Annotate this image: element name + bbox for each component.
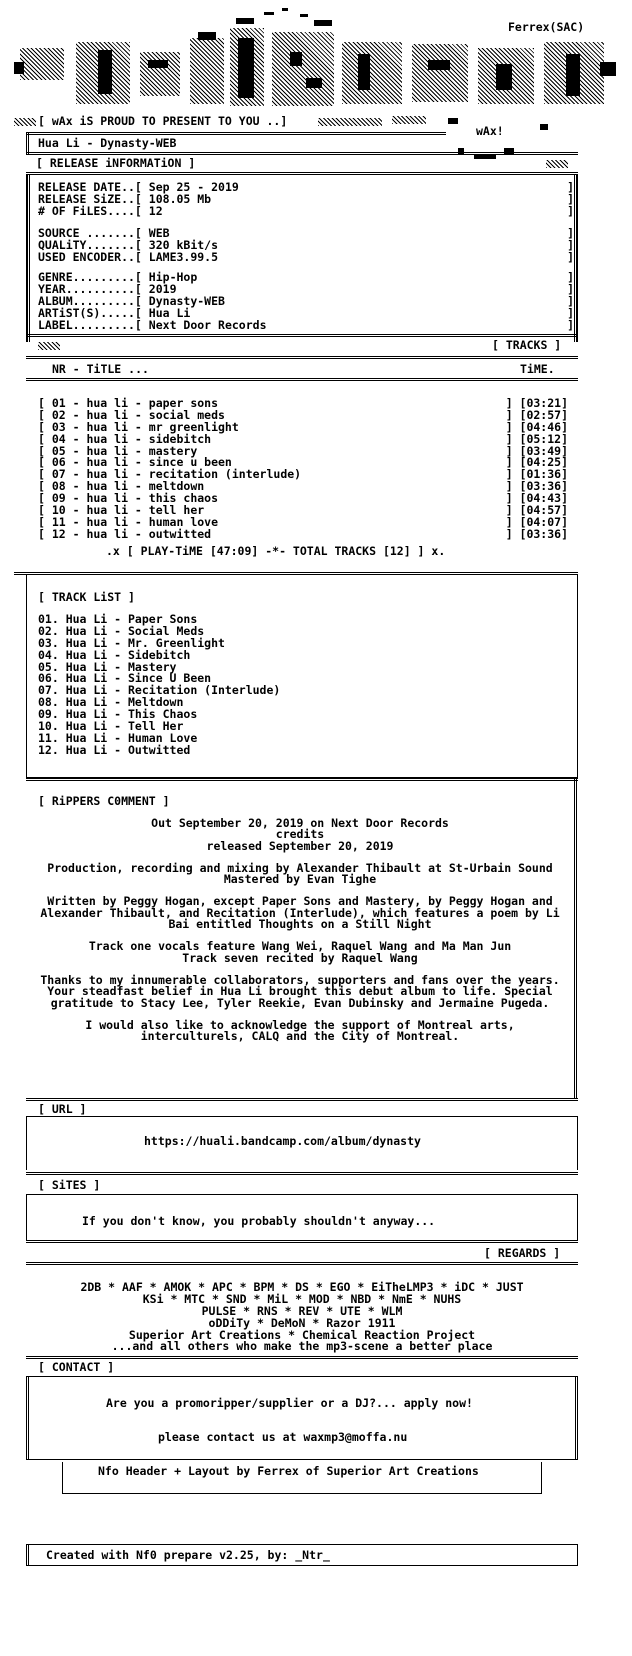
artist-value: Hua Li [148, 305, 191, 320]
comment-release: Out September 20, 2019 on Next Door Records credits released September 20, 2019 [151, 816, 449, 853]
rippers-comment-heading: [ RiPPERS C0MMENT ] [38, 794, 170, 808]
regards-line: ...and all others who make the mp3-scene a better place [111, 1339, 493, 1354]
release-info-heading: [ RELEASE iNFORMATiON ] [36, 156, 196, 170]
track-row: [ 05 - hua li - mastery ] [03:49] [38, 443, 568, 458]
rippers-comment-body [36, 818, 564, 1042]
track-row: [ 02 - hua li - social meds ] [02:57] [38, 407, 568, 422]
presents-line: [ wAx iS PROUD TO PRESENT TO YOU ..] [38, 114, 288, 128]
label-value: Next Door Records [148, 317, 267, 332]
contact-heading: [ CONTACT ] [38, 1360, 115, 1374]
list-item: 10. Hua Li - Tell Her [38, 719, 184, 734]
list-item: 12. Hua Li - Outwitted [38, 742, 191, 757]
regards-list [26, 1282, 578, 1353]
track-list-heading: [ TRACK LiST ] [38, 590, 135, 604]
encoder-value: LAME3.99.5 [148, 249, 219, 264]
album-value: Dynasty-WEB [148, 293, 225, 308]
list-item: 03. Hua Li - Mr. Greenlight [38, 635, 225, 650]
created-with: Created with Nf0 prepare v2.25, by: _Ntr_ [46, 1548, 330, 1562]
list-item: 04. Hua Li - Sidebitch [38, 647, 191, 662]
tracks-column-time: TiME. [520, 362, 555, 376]
regards-line: 2DB * AAF * AMOK * APC * BPM * DS * EGO * EiTheLMP3 * iDC * JUST [80, 1280, 524, 1294]
list-item: 05. Hua Li - Mastery [38, 659, 177, 674]
wax-tag: wAx! [476, 124, 504, 138]
album-url-link[interactable]: https://huali.bandcamp.com/album/dynasty [144, 1134, 421, 1148]
track-row: [ 04 - hua li - sidebitch ] [05:12] [38, 431, 568, 446]
track-row: [ 08 - hua li - meltdown ] [03:36] [38, 479, 568, 494]
file-count-value: 12 [148, 203, 163, 218]
sites-text: If you don't know, you probably shouldn't anyway... [82, 1214, 436, 1228]
url-heading: [ URL ] [38, 1102, 87, 1116]
layout-credit: Nfo Header + Layout by Ferrex of Superior Art Creations [98, 1464, 479, 1478]
year-value: 2019 [148, 281, 177, 296]
release-info-group-3: GENRE.........[ Hip-Hop ] YEAR..........[ 2019 ] ALBUM.........[ Dynasty-WEB ] ARTiST(S).....[ Hua Li ] LABEL.........[ Next Door Records ] [38, 270, 574, 332]
track-row: [ 10 - hua li - tell her ] [04:57] [38, 503, 568, 518]
list-item: 11. Hua Li - Human Love [38, 730, 198, 745]
release-size-value: 108.05 Mb [148, 191, 212, 206]
track-row: [ 12 - hua li - outwitted ] [03:36] [38, 526, 568, 541]
regards-line: KSi * MTC * SND * MiL * MOD * NBD * NmE * NUHS [142, 1291, 462, 1306]
track-list [38, 614, 280, 757]
comment-thanks: Thanks to my innumerable collaborators, supporters and fans over the years. Your steadfast belief in Hua Li brought this debut album to life. Special gratitude to Stacy Lee, Tyler Reekie, Evan Dubinsky and Jermaine Pugeda. [40, 972, 560, 1010]
tracks-column-title: NR - TiTLE ... [52, 362, 149, 376]
comment-acknowledge: I would also like to acknowledge the support of Montreal arts, interculturels, CALQ and the City of Montreal. [85, 1017, 515, 1044]
track-row: [ 01 - hua li - paper sons ] [03:21] [38, 396, 568, 410]
release-title: Hua Li - Dynasty-WEB [38, 136, 177, 150]
tracks-heading: [ TRACKS ] [492, 338, 562, 352]
list-item: 09. Hua Li - This Chaos [38, 707, 198, 722]
regards-line: oDDiTy * DeMoN * Razor 1911 [208, 1315, 396, 1330]
list-item: 08. Hua Li - Meltdown [38, 695, 184, 710]
comment-production: Production, recording and mixing by Alexander Thibault at St-Urbain Sound Mastered by Evan Tighe [47, 860, 553, 887]
release-date-value: Sep 25 - 2019 [148, 180, 239, 194]
regards-line: Superior Art Creations * Chemical Reaction Project [128, 1327, 476, 1342]
list-item: 07. Hua Li - Recitation (Interlude) [38, 683, 281, 698]
track-row: [ 11 - hua li - human love ] [04:07] [38, 514, 568, 529]
genre-value: Hip-Hop [148, 270, 198, 284]
track-row: [ 03 - hua li - mr greenlight ] [04:46] [38, 419, 568, 434]
comment-writing: Written by Peggy Hogan, except Paper Sons and Mastery, by Peggy Hogan and Alexander Thibault, and Recitation (Interlude), which features a poem by Li Bai entitled Thoughts on a Still Night [40, 894, 560, 932]
ascii-logo [14, 8, 620, 118]
release-info-group-1: RELEASE DATE..[ Sep 25 - 2019 ] RELEASE SiZE..[ 108.05 Mb ] # OF FiLES....[ 12 ] [38, 180, 574, 218]
contact-email[interactable]: please contact us at waxmp3@moffa.nu [158, 1430, 408, 1444]
track-row: [ 09 - hua li - this chaos ] [04:43] [38, 491, 568, 506]
regards-heading: [ REGARDS ] [484, 1246, 561, 1260]
comment-vocals: Track one vocals feature Wang Wei, Raquel Wang and Ma Man Jun Track seven recited by Raquel Wang [88, 939, 512, 965]
list-item: 02. Hua Li - Social Meds [38, 623, 205, 638]
quality-value: 320 kBit/s [148, 237, 219, 252]
list-item: 06. Hua Li - Since U Been [38, 671, 212, 686]
sites-heading: [ SiTES ] [38, 1178, 101, 1192]
tracks-table [38, 398, 568, 541]
author-tag: Ferrex(SAC) [508, 20, 585, 34]
release-info-group-2: SOURCE .......[ WEB ] QUALiTY.......[ 320 kBit/s ] USED ENCODER..[ LAME3.99.5 ] [38, 226, 574, 264]
regards-line: PULSE * RNS * REV * UTE * WLM [201, 1303, 403, 1318]
track-row: [ 07 - hua li - recitation (interlude) ] [01:36] [38, 467, 568, 482]
source-value: WEB [148, 226, 170, 240]
tracks-summary: .x [ PLAY-TiME [47:09] -*- TOTAL TRACKS [12] ] x. [106, 544, 446, 558]
list-item: 01. Hua Li - Paper Sons [38, 612, 198, 626]
contact-apply-text: Are you a promoripper/supplier or a DJ?... apply now! [106, 1396, 473, 1410]
track-row: [ 06 - hua li - since u been ] [04:25] [38, 455, 568, 470]
